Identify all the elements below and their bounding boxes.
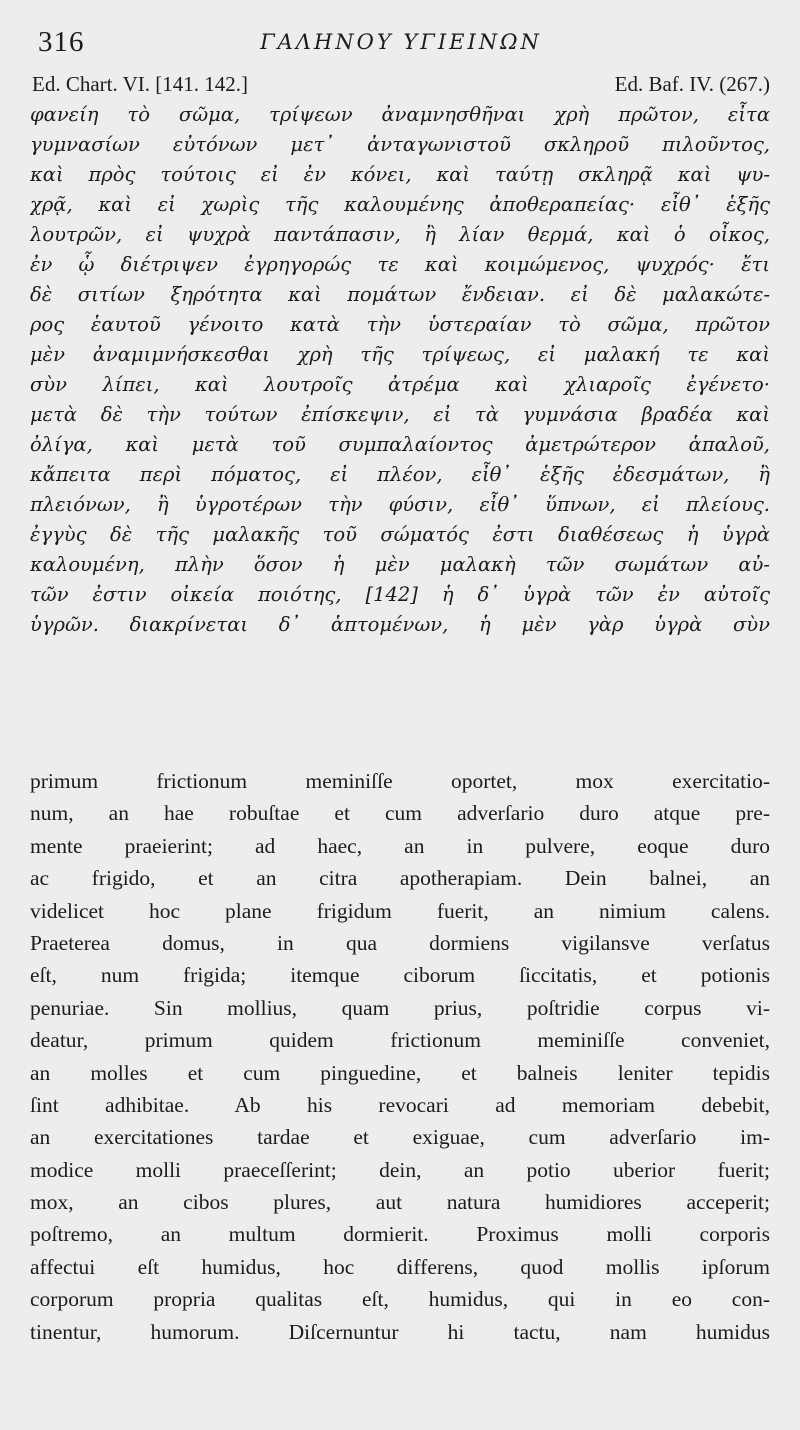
latin-line: ſint adhibitae. Ab his revocari ad memoriam debebit, [30,1092,770,1117]
greek-line: πλειόνων, ἢ ὑγροτέρων τὴν φύσιν, εἶθ᾽ ὕπνων, εἰ πλείους. [30,493,770,516]
edition-chartier-reference: Ed. Chart. VI. [141. 142.] [32,72,248,96]
latin-line: poſtremo, an multum dormierit. Proximus molli corporis [30,1222,770,1247]
latin-line: corporum propria qualitas eſt, humidus, qui in eo con- [30,1287,770,1312]
edition-basel-reference: Ed. Baf. IV. (267.) [614,72,770,96]
page-number: 316 [38,26,85,58]
latin-line: videlicet hoc plane frigidum fuerit, an nimium calens. [30,898,770,923]
latin-line: mente praeierint; ad haec, an in pulvere, eoque duro [30,833,770,858]
latin-text-block [30,765,770,1348]
greek-line: μετὰ δὲ τὴν τούτων ἐπίσκεψιν, εἰ τὰ γυμνάσια βραδέα καὶ [30,403,770,426]
latin-line: an molles et cum pinguedine, et balneis leniter tepidis [30,1060,770,1085]
latin-line: primum frictionum meminiſſe oportet, mox exercitatio- [30,769,770,793]
latin-line: penuriae. Sin mollius, quam prius, poſtridie corpus vi- [30,995,770,1020]
greek-line: ρος ἑαυτοῦ γένοιτο κατὰ τὴν ὑστεραίαν τὸ σῶμα, πρῶτον [30,313,770,336]
greek-line: χρᾷ, καὶ εἰ χωρὶς τῆς καλουμένης ἀποθεραπείας· εἶθ᾽ ἑξῆς [30,193,770,216]
latin-line: ac frigido, et an citra apotherapiam. Dein balnei, an [30,866,770,891]
latin-line: eſt, num frigida; itemque ciborum ſiccitatis, et potionis [30,963,770,988]
greek-line: ὑγρῶν. διακρίνεται δ᾽ ἁπτομένων, ἡ μὲν γὰρ ὑγρὰ σὺν [30,613,770,636]
latin-line: num, an hae robuſtae et cum adverſario duro atque pre- [30,801,770,826]
latin-line: tinentur, humorum. Diſcernuntur hi tactu, nam humidus [30,1319,770,1344]
greek-line: φανείη τὸ σῶμα, τρίψεων ἀναμνησθῆναι χρὴ πρῶτον, εἶτα [30,103,770,126]
edition-references [32,72,770,98]
latin-line: modice molli praeceſſerint; dein, an potio uberior fuerit; [30,1157,770,1182]
greek-line: καλουμένη, πλὴν ὅσον ἡ μὲν μαλακὴ τῶν σωμάτων αὐ- [30,553,770,576]
latin-line: Praeterea domus, in qua dormiens vigilansve verſatus [30,930,770,955]
latin-line: mox, an cibos plures, aut natura humidiores acceperit; [30,1190,770,1215]
running-title: ΓΑΛΗΝΟΥ ΥΓΙΕΙΝΩΝ [260,30,542,54]
greek-line: κἄπειτα περὶ πόματος, εἰ πλέον, εἶθ᾽ ἑξῆς ἐδεσμάτων, ἢ [30,463,770,486]
greek-line: καὶ πρὸς τούτοις εἰ ἐν κόνει, καὶ ταύτῃ σκληρᾷ καὶ ψυ- [30,163,770,186]
greek-line: τῶν ἐστιν οἰκεία ποιότης, [142] ἡ δ᾽ ὑγρὰ τῶν ἐν αὐτοῖς [30,583,770,606]
greek-line: ἐν ᾧ διέτριψεν ἐγρηγορώς τε καὶ κοιμώμενος, ψυχρός· ἔτι [30,253,770,276]
greek-line: γυμνασίων εὐτόνων μετ᾽ ἀνταγωνιστοῦ σκληροῦ πιλοῦντος, [30,133,770,156]
greek-line: σὺν λίπει, καὶ λουτροῖς ἀτρέμα καὶ χλιαροῖς ἐγένετο· [30,373,770,396]
greek-text-block [30,100,770,640]
running-head [32,26,770,62]
greek-line: δὲ σιτίων ξηρότητα καὶ πομάτων ἔνδειαν. εἰ δὲ μαλακώτε- [30,283,770,306]
greek-line: ἐγγὺς δὲ τῆς μαλακῆς τοῦ σώματός ἐστι διαθέσεως ἡ ὑγρὰ [30,523,770,546]
latin-line: an exercitationes tardae et exiguae, cum adverſario im- [30,1125,770,1150]
latin-line: affectui eſt humidus, hoc differens, quod mollis ipſorum [30,1254,770,1279]
greek-line: μὲν ἀναμιμνήσκεσθαι χρὴ τῆς τρίψεως, εἰ μαλακή τε καὶ [30,343,770,366]
latin-line: deatur, primum quidem frictionum meminiſſe conveniet, [30,1028,770,1053]
greek-line: ὀλίγα, καὶ μετὰ τοῦ συμπαλαίοντος ἀμετρώτερον ἁπαλοῦ, [30,433,770,456]
greek-line: λουτρῶν, εἰ ψυχρὰ παντάπασιν, ἢ λίαν θερμά, καὶ ὁ οἶκος, [30,223,770,246]
